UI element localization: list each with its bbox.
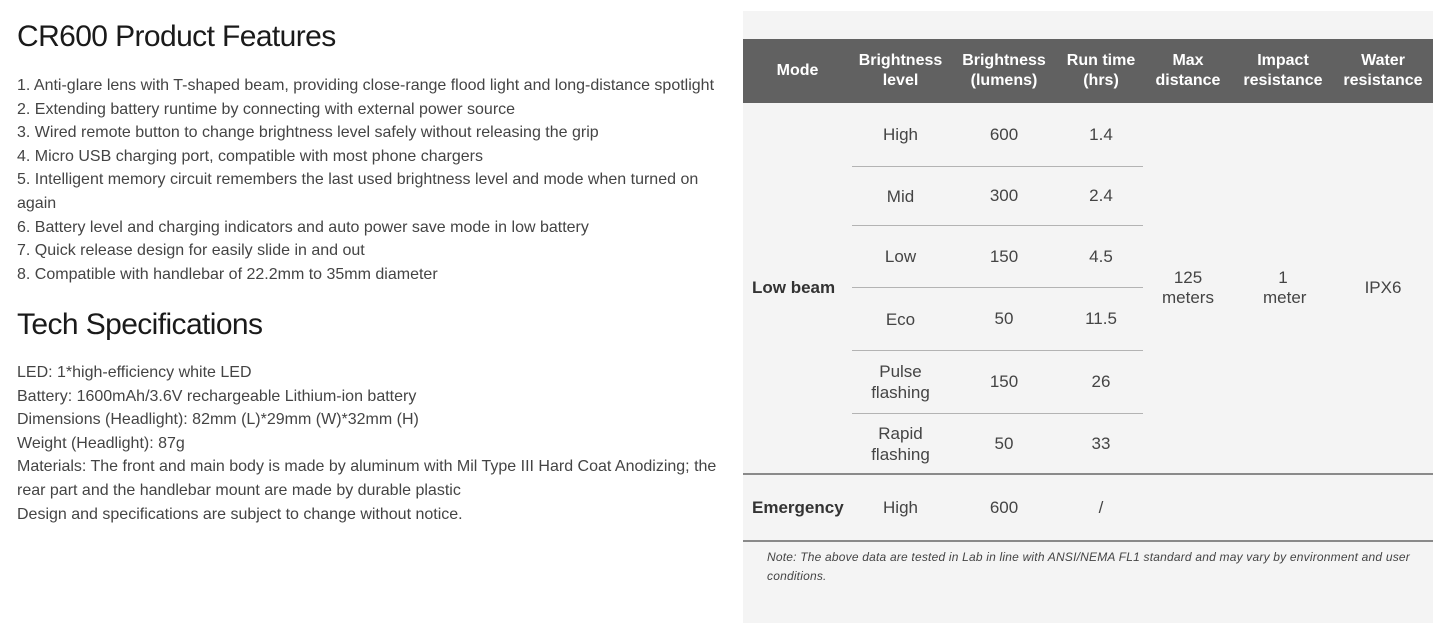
spec-item: LED: 1*high-efficiency white LED: [17, 364, 252, 381]
spec-item: Weight (Headlight): 87g: [17, 434, 185, 452]
specs-heading: Tech Specifications: [17, 308, 263, 341]
feature-item: 1. Anti-glare lens with T-shaped beam, providing close-range flood light and long-distance spotlight: [17, 77, 715, 94]
header-water-resistance: Water resistance: [1333, 39, 1433, 103]
level-cell: Rapid flashing: [852, 414, 949, 475]
water-resistance-cell: IPX6: [1364, 278, 1402, 297]
empty-cell: [1143, 474, 1233, 541]
feature-item: 6. Battery level and charging indicators and auto power save mode in low battery: [17, 218, 589, 236]
mode-emergency: Emergency: [743, 474, 852, 541]
table-header-row: [743, 39, 1433, 103]
mode-low-beam: Low beam: [752, 278, 836, 297]
lumens-cell: 150: [949, 351, 1059, 414]
header-run-time: Run time (hrs): [1059, 39, 1143, 103]
feature-item: 2. Extending battery runtime by connecting with external power source: [17, 100, 516, 118]
header-max-distance: Max distance: [1143, 39, 1233, 103]
table-row: [743, 103, 1433, 167]
level-cell: Eco: [852, 288, 949, 351]
runtime-cell: 2.4: [1059, 167, 1143, 226]
level-cell: Mid: [852, 167, 949, 226]
max-distance-cell: 125 meters: [1162, 268, 1214, 307]
spec-item: Dimensions (Headlight): 82mm (L)*29mm (W)*32mm (H): [17, 411, 419, 429]
runtime-cell: 1.4: [1089, 124, 1113, 144]
lumens-cell: 600: [949, 474, 1059, 541]
spec-table-panel: [743, 11, 1433, 623]
lumens-cell: 50: [949, 414, 1059, 475]
runtime-cell: 11.5: [1059, 288, 1143, 351]
feature-item: 5. Intelligent memory circuit remembers the last used brightness level and mode when turned on again: [17, 171, 699, 212]
spec-item: Design and specifications are subject to change without notice.: [17, 505, 463, 523]
level-cell: Pulse flashing: [852, 351, 949, 414]
spec-item: Materials: The front and main body is made by aluminum with Mil Type III Hard Coat Anodizing; the rear part and the handlebar mount are made by durable plastic: [17, 458, 717, 499]
mode-table: [743, 39, 1433, 542]
runtime-cell: 33: [1059, 414, 1143, 475]
feature-item: 3. Wired remote button to change brightness level safely without releasing the grip: [17, 124, 599, 142]
empty-cell: [1333, 474, 1433, 541]
runtime-cell: 4.5: [1059, 226, 1143, 288]
empty-cell: [1233, 474, 1333, 541]
runtime-cell: /: [1059, 474, 1143, 541]
level-cell: High: [852, 474, 949, 541]
table-footnote: Note: The above data are tested in Lab in line with ANSI/NEMA FL1 standard and may vary by environment and user conditions.: [767, 550, 1410, 583]
lumens-cell: 300: [949, 167, 1059, 226]
lumens-cell: 600: [989, 124, 1019, 144]
level-cell: High: [883, 125, 918, 144]
feature-item: 8. Compatible with handlebar of 22.2mm to 35mm diameter: [17, 265, 438, 283]
table-row-emergency: [743, 474, 1433, 541]
lumens-cell: 150: [949, 226, 1059, 288]
feature-item: 4. Micro USB charging port, compatible with most phone chargers: [17, 147, 483, 165]
specs-list: [17, 361, 717, 526]
level-cell: Low: [852, 226, 949, 288]
impact-resistance-cell: 1 meter: [1263, 268, 1307, 307]
features-list: [17, 74, 717, 286]
runtime-cell: 26: [1059, 351, 1143, 414]
lumens-cell: 50: [949, 288, 1059, 351]
spec-item: Battery: 1600mAh/3.6V rechargeable Lithium-ion battery: [17, 387, 417, 405]
header-brightness-level: Brightness level: [852, 39, 949, 103]
header-mode: Mode: [743, 39, 852, 103]
header-brightness-lumens: Brightness (lumens): [949, 39, 1059, 103]
feature-item: 7. Quick release design for easily slide in and out: [17, 242, 365, 260]
header-impact-resistance: Impact resistance: [1233, 39, 1333, 103]
features-heading: CR600 Product Features: [17, 20, 336, 53]
